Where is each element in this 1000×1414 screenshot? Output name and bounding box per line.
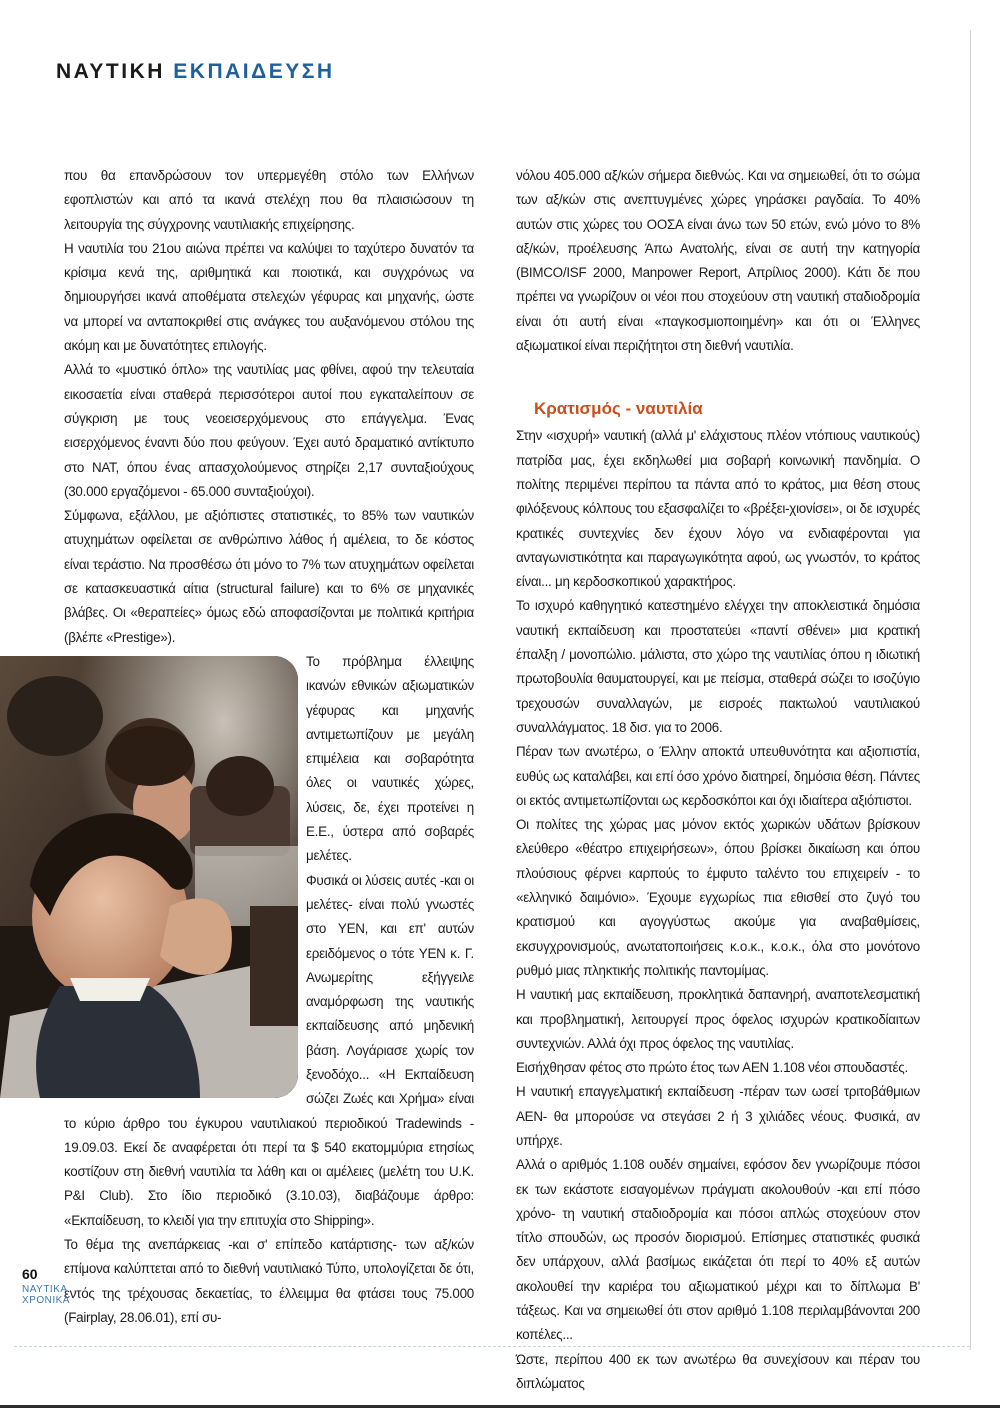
right-paragraph-9: Αλλά ο αριθμός 1.108 ουδέν σημαίνει, εφόσον δεν γνωρίζουμε πόσοι εκ των εκάστοτε εισαγομένων πράγματι ακολουθούν -και επί πόσο χρόνο- τη ναυτική σταδιοδρομία και πόσοι απλώς στοχεύουν στον τίτλο σπουδών, ως προσόν διορισμού. Επίσημες στατιστικές φυσικά δεν υπάρχουν, αλλά βασίμως εικάζεται ότι περί το 40% εξ αυτών ακολουθεί την καριέρα του αξιωματικού μέχρι και το δίπλωμα Β' τάξεως. Και να σημειωθεί ότι στον αριθμό 1.108 περιλαμβάνονται 200 κοπέλες... <box>516 1157 920 1343</box>
magazine-name-line-2: ΧΡΟΝΙΚΑ <box>22 1295 70 1306</box>
section-title-statism-shipping: Κρατισμός - ναυτιλία <box>534 399 703 419</box>
magazine-name-line-1: ΝΑΥΤΙΚΑ <box>22 1284 68 1295</box>
right-paragraph-2: Στην «ισχυρή» ναυτική (αλλά μ' ελάχιστους πλέον ντόπιους ναυτικούς) πατρίδα μας, έχει εκδηλωθεί μια σοβαρή κοινωνική πανδημία. Ο πολίτης περιμένει περίπου τα πάντα από το κράτος, μια θέση στους φιλόξενους κόλπους του εξασφαλίζει το «βρέξει-χιονίσει», οι δε ισχυρές κρατικές συντεχνίες δεν έχουν λόγο να ενδιαφέρονται για ανταγωνιστικότητα και παραγωγικότητα αφού, ως γνωστόν, το κράτος είναι... μη κερδοσκοπικού χαρακτήρος. <box>516 428 920 590</box>
magazine-name <box>22 1284 70 1306</box>
right-paragraph-3: Το ισχυρό καθηγητικό κατεστημένο ελέγχει την αποκλειστικά δημόσια ναυτική εκπαίδευση και προστατεύει «παντί σθένει» μια κρατική έπαλξη / μονοπώλιο. μάλιστα, στο χώρο της ναυτιλίας όπου η ιδιωτική πρωτοβουλία θαυματουργεί, και με πείσμα, σταθερά σώζει το ισοζύγιο τρεχουσών συναλλαγών, με εισροές πακτωλού ναυτιλιακού συναλλάγματος. 18 δισ. για το 2006. <box>516 598 920 735</box>
left-paragraph-7: Το θέμα της ανεπάρκειας -και σ' επίπεδο κατάρτισης- των αξ/κών επίμονα καλύπτεται από το διεθνή ναυτιλιακό Τύπο, υπολογίζεται δε ότι, εντός της τρέχουσας δεκαετίας, το έλλειμμα θα φτάσει τους 75.000 (Fairplay, 28.06.01), επί συ- <box>64 1237 474 1325</box>
left-paragraph-1: που θα επανδρώσουν τον υπερμεγέθη στόλο των Ελλήνων εφοπλιστών και από τα ικανά στελέχη που θα πλαισιώσουν τη λειτουργία της σύγχρονης ναυτιλιακής επιχείρησης. <box>64 168 474 232</box>
header-part-education: ΕΚΠΑΙΔΕΥΣΗ <box>173 60 335 83</box>
students-photo <box>0 656 298 1098</box>
students-photo-illustration <box>0 656 298 1098</box>
left-paragraph-3: Αλλά το «μυστικό όπλο» της ναυτιλίας μας φθίνει, αφού την τελευταία εικοσαετία είναι σταθερά περισσότεροι αυτοί που εγκαταλείπουν σε σύγκριση με τους νεοεισερχόμενους στο επάγγελμα. Ένας εισερχόμενος έναντι δύο που φεύγουν. Έχει αυτό δραματικό αντίκτυπο στο ΝΑΤ, όπου ένας απασχολούμενος στηρίζει 2,17 συνταξιούχους (30.000 εργαζόμενοι - 65.000 συνταξιούχοι). <box>64 362 474 499</box>
left-paragraph-4: Σύμφωνα, εξάλλου, με αξιόπιστες στατιστικές, το 85% των ναυτικών ατυχημάτων οφείλεται σε ανθρώπινο λάθος ή αμέλεια, το δε κόστος είναι τεράστιο. Να προσθέσω ότι μόνο το 7% των ατυχημάτων οφείλεται σε κατασκευαστικά αίτια (structural failure) και το 6% σε μηχανικές βλάβες. Οι «θεραπείες» όμως εδώ αποφασίζονται με πολιτικά κριτήρια (βλέπε «Prestige»). <box>64 508 474 645</box>
header-part-nautical: ΝΑΥΤΙΚΗ <box>56 60 174 83</box>
right-paragraph-10: Ώστε, περίπου 400 εκ των ανωτέρω θα συνεχίσουν και πέραν του διπλώματος <box>516 1351 920 1391</box>
right-paragraph-5: Οι πολίτες της χώρας μας μόνον εκτός χωρικών υδάτων βρίσκουν ελεύθερο «θέατρο επιχειρήσεων», όπου βρίσκει δικαίωση και όπου πλούσιους φέρνει καρπούς το έμφυτο ταλέντο του επιχειρείν - το «ελληνικό δαιμόνιο». Έχουμε εγχωρίως πια εθισθεί στο ζυγό του κρατισμού και αγογγύστως ακούμε για αναβαθμίσεις, εκσυγχρονισμούς, ανωτατοποιήσεις κ.ο.κ., κ.ο.κ., όλα στο μονότονο ρυθμό μιας πληκτικής πολιτικής παντομίμας. <box>516 817 920 978</box>
left-column <box>64 164 474 1330</box>
right-paragraph-7: Εισήχθησαν φέτος στο πρώτο έτος των ΑΕΝ 1.108 νέοι σπουδαστές. <box>516 1060 908 1076</box>
right-column <box>516 164 920 1396</box>
left-paragraph-5: Το πρόβλημα έλλειψης ικανών εθνικών αξιωματικών γέφυρας και μηχανής αντιμετωπίζουν με μεγάλη επιμέλεια και σοβαρότητα όλες οι ναυτικές χώρες, λύσεις, δε, έχει προτείνει η Ε.Ε., ύστερα από σοβαρές μελέτες. <box>306 653 474 864</box>
left-paragraph-2: Η ναυτιλία του 21ου αιώνα πρέπει να καλύψει το ταχύτερο δυνατόν τα κρίσιμα κενά της, αριθμητικά και ποιοτικά, και συγχρόνως να δημιουργήσει ικανά αποθέματα στελεχών γέφυρας και μηχανής, ώστε να μπορεί να ανταποκριθεί στις ανάγκες του αυξανόμενου στόλου της ακόμη και με δυνατότητες επιλογής. <box>64 240 474 354</box>
page-header <box>56 60 334 84</box>
right-paragraph-8: Η ναυτική επαγγελματική εκπαίδευση -πέραν των ωσεί τριτοβάθμιων ΑΕΝ- θα μπορούσε να στεγάσει 2 ή 3 χιλιάδες νέους. Φυσικά, αν υπήρχε. <box>516 1084 920 1148</box>
left-paragraph-6: Φυσικά οι λύσεις αυτές -και οι μελέτες- είναι πολύ γνωστές στο ΥΕΝ, και επ' αυτών ερειδόμενος ο τότε ΥΕΝ κ. Γ. Ανωμερίτης εξήγγειλε αναμόρφωση της ναυτικής εκπαίδευσης από μηδενική βάση. Λογάριασε χωρίς τον ξενοδόχο... «Η Εκπαίδευση σώζει Ζωές και Χρήμα» είναι το κύριο άρθρο του έγκυρου ναυτιλιακού περιοδικού Tradewinds - 19.09.03. Εκεί δε αναφέρεται ότι περί τα $ 540 εκατομμύρια ετησίως κοστίζουν στη διεθνή ναυτιλία τα λάθη και οι αμέλειες (μελέτη του U.K. P&I Club). Στο ίδιο περιοδικό (3.10.03), διαβάζουμε άρθρο: «Εκπαίδευση, το κλειδί για την επιτυχία στο Shipping». <box>64 872 474 1228</box>
page-number: 60 <box>22 1266 38 1282</box>
right-paragraph-4: Πέραν των ανωτέρω, ο Έλλην αποκτά υπευθυνότητα και αξιοπιστία, ευθύς ως καταλάβει, και επί όσο χρόνο διατηρεί, δημόσια θέση. Πάντες οι εκτός αντιμετωπίζονται ως κερδοσκόποι και όχι ιδιαίτερα αξιόπιστοι. <box>516 744 920 808</box>
right-paragraph-1: νόλου 405.000 αξ/κών σήμερα διεθνώς. Και να σημειωθεί, ότι το σώμα των αξ/κών στις ανεπτυγμένες χώρες γηράσκει ραγδαία. Το 40% αυτών στις χώρες του ΟΟΣΑ είναι άνω των 50 ετών, ενώ μόνο το 8% αξ/κών, προέλευσης Άπω Ανατολής, είναι σε αυτή την κατηγορία (BIMCO/ISF 2000, Manpower Report, Απρίλιος 2000). Κάτι δε που πρέπει να γνωρίζουν οι νέοι που στοχεύουν στη ναυτική σταδιοδρομία είναι ότι αυτή είναι «παγκοσμιοποιημένη» και ότι οι Έλληνες αξιωματικοί είναι περιζήτητοι στη διεθνή ναυτιλία. <box>516 168 920 354</box>
page-edge <box>970 30 971 1350</box>
right-paragraph-6: Η ναυτική μας εκπαίδευση, προκλητικά δαπανηρή, αναποτελεσματική και προβληματική, λειτουργεί προς όφελος ισχυρών κρατικοδίαιτων συντεχνιών. Αλλά όχι προς όφελος της ναυτιλίας. <box>516 987 920 1051</box>
footer-rule <box>0 1405 1000 1408</box>
